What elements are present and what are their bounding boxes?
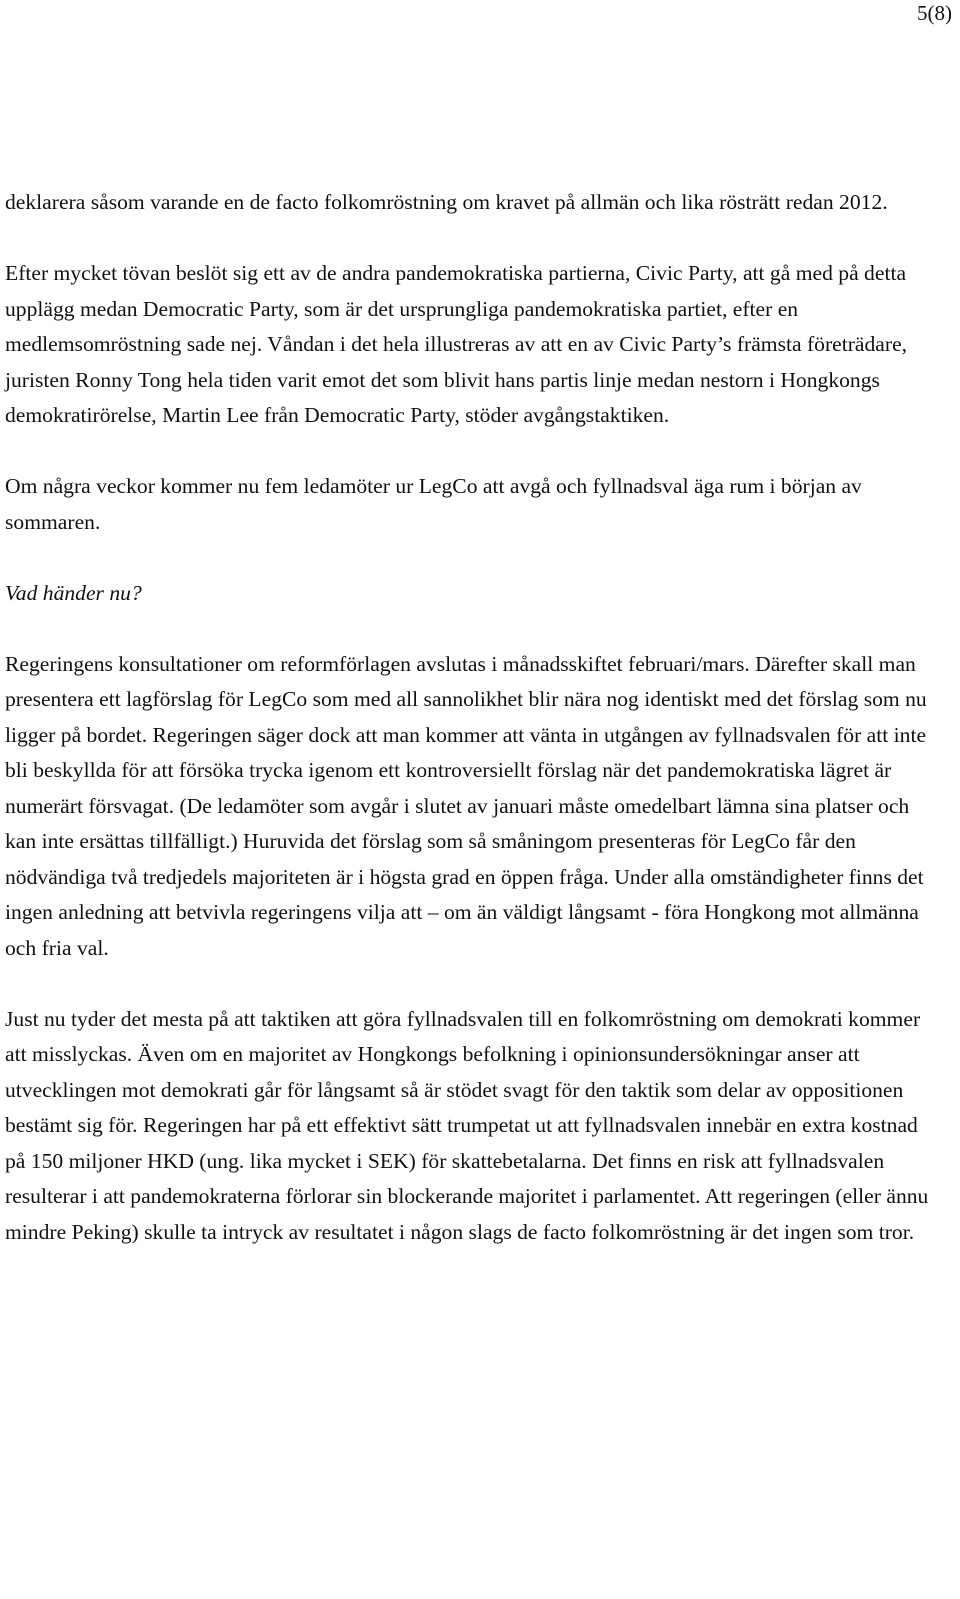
paragraph-spacer bbox=[5, 611, 935, 647]
paragraph-spacer bbox=[5, 434, 935, 470]
page-number: 5(8) bbox=[917, 1, 952, 25]
paragraph-5: Just nu tyder det mesta på att taktiken att göra fyllnadsvalen till en folkomröstning om demokrati kommer att misslyckas. Även om en majoritet av Hongkongs befolkning i opinionsundersökningar anser att utvecklingen mot demokrati går för långsamt så är stödet svagt för den taktik som delar av oppositionen bestämt sig för. Regeringen har på ett effektivt sätt trumpetat ut att fyllnadsvalen innebär en extra kostnad på 150 miljoner HKD (ung. lika mycket i SEK) för skattebetalarna. Det finns en risk att fyllnadsvalen resulterar i att pandemokraterna förlorar sin blockerande majoritet i parlamentet. Att regeringen (eller ännu mindre Peking) skulle ta intryck av resultatet i någon slags de facto folkomröstning är det ingen som tror. bbox=[5, 1006, 929, 1244]
section-heading: Vad händer nu? bbox=[5, 580, 142, 605]
paragraph-1: deklarera såsom varande en de facto folkomröstning om kravet på allmän och lika rösträtt redan 2012. bbox=[5, 190, 888, 214]
paragraph-4: Regeringens konsultationer om reformförlagen avslutas i månadsskiftet februari/mars. Därefter skall man presentera ett lagförslag för LegCo som med all sannolikhet blir nära nog identiskt med det förslag som nu ligger på bordet. Regeringen säger dock att man kommer att vänta in utgången av fyllnadsvalen för att inte bli beskyllda för att försöka trycka igenom ett kontroversiellt förslag när det pandemokratiska lägret är numerärt försvagat. (De ledamöter som avgår i slutet av januari måste omedelbart lämna sina platser och kan inte ersättas tillfälligt.) Huruvida det förslag som så småningom presenteras för LegCo får den nödvändiga två tredjedels majoriteten är i högsta grad en öppen fråga. Under alla omständigheter finns det ingen anledning att betvivla regeringens vilja att – om än väldigt långsamt - föra Hongkong mot allmänna och fria val. bbox=[5, 651, 927, 960]
paragraph-spacer bbox=[5, 966, 935, 1002]
paragraph-spacer bbox=[5, 221, 935, 257]
paragraph-spacer bbox=[5, 540, 935, 576]
document-body bbox=[5, 185, 935, 1250]
paragraph-2: Efter mycket tövan beslöt sig ett av de andra pandemokratiska partierna, Civic Party, att gå med på detta upplägg medan Democratic Party, som är det ursprungliga pandemokratiska partiet, efter en medlemsomröstning sade nej. Våndan i det hela illustreras av att en av Civic Party’s främsta företrädare, juristen Ronny Tong hela tiden varit emot det som blivit hans partis linje medan nestorn i Hongkongs demokratirörelse, Martin Lee från Democratic Party, stöder avgångstaktiken. bbox=[5, 261, 908, 427]
paragraph-3: Om några veckor kommer nu fem ledamöter ur LegCo att avgå och fyllnadsval äga rum i början av sommaren. bbox=[5, 474, 862, 534]
